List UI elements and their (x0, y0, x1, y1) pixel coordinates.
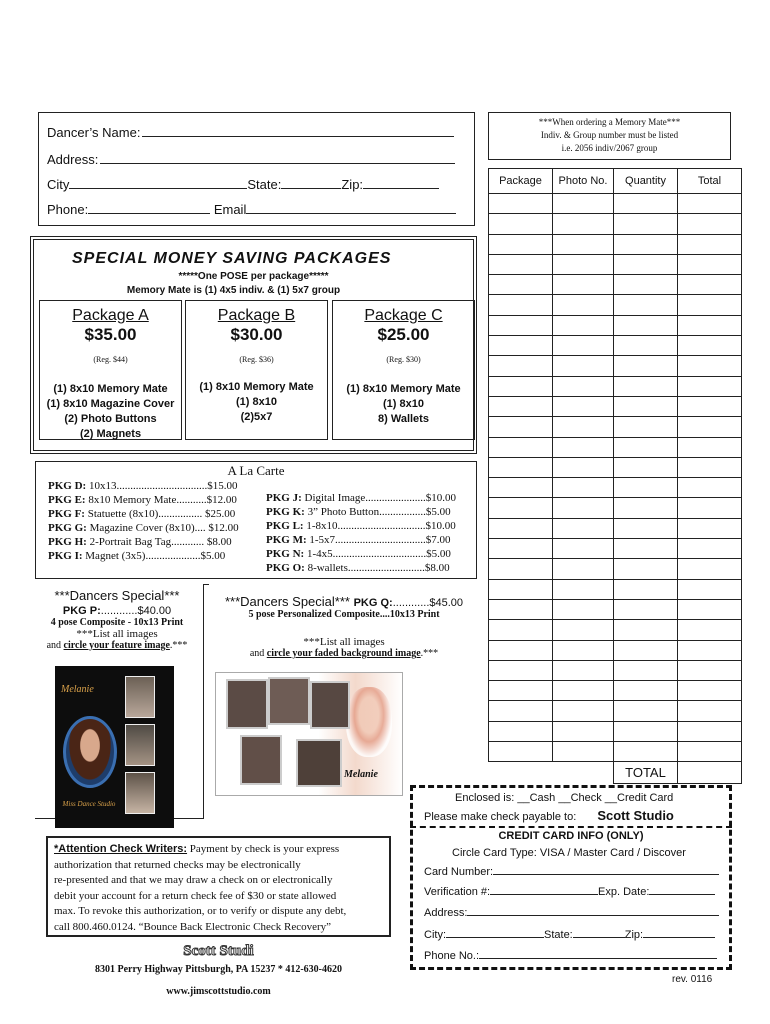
order-cell[interactable] (553, 295, 614, 315)
order-cell[interactable] (489, 234, 553, 254)
order-cell[interactable] (614, 640, 678, 660)
order-row (489, 559, 742, 579)
order-cell[interactable] (489, 681, 553, 701)
order-cell[interactable] (614, 437, 678, 457)
order-row (489, 457, 742, 477)
order-cell[interactable] (678, 539, 742, 559)
order-cell[interactable] (553, 478, 614, 498)
check-writers-line: Payment by check is your express (187, 843, 340, 855)
order-cell[interactable] (678, 721, 742, 741)
order-cell[interactable] (553, 579, 614, 599)
package-b-name: Package B (217, 307, 296, 324)
a-la-carte-text: 1-8x10................................$10.00 (303, 520, 456, 532)
order-cell[interactable] (489, 478, 553, 498)
a-la-carte-item (48, 536, 232, 548)
order-cell[interactable] (553, 498, 614, 518)
package-b-item: (1) 8x10 (236, 396, 277, 408)
a-la-carte-item (48, 522, 239, 534)
dancers-special-p-desc: 4 pose Composite - 10x13 Print (50, 617, 184, 628)
order-cell[interactable] (489, 579, 553, 599)
order-cell[interactable] (614, 518, 678, 538)
order-row (489, 660, 742, 680)
a-la-carte-code: PKG D: (48, 480, 87, 492)
order-cell[interactable] (678, 681, 742, 701)
order-cell[interactable] (678, 194, 742, 214)
phone-email-field[interactable]: Phone: Email (47, 202, 456, 217)
order-cell[interactable] (678, 356, 742, 376)
memory-mate-note: ***When ordering a Memory Mate*** Indiv. & Group number must be listed i.e. 2056 indiv/2067 group (488, 112, 731, 160)
check-writers-line: debit your account for a return check fee of $30 or state allowed (54, 889, 337, 902)
order-cell[interactable] (553, 620, 614, 640)
check-writers-line: max. To revoke this authorization, or to verify or dispute any debt, (54, 905, 347, 917)
order-cell[interactable] (678, 336, 742, 356)
order-cell[interactable] (678, 498, 742, 518)
sample-composite-q-photo (240, 735, 282, 785)
order-cell[interactable] (489, 194, 553, 214)
package-a-item: (1) 8x10 Memory Mate (53, 383, 168, 395)
package-c-box (332, 300, 475, 440)
order-cell[interactable] (678, 701, 742, 721)
dancers-special-q-divider (203, 584, 209, 585)
cc-address-field[interactable]: Address: (424, 907, 719, 919)
order-row (489, 599, 742, 619)
cc-card-number-field[interactable]: Card Number: (424, 866, 719, 878)
order-cell[interactable] (489, 498, 553, 518)
order-cell[interactable] (678, 660, 742, 680)
package-b-reg: (Reg. $36) (239, 355, 274, 364)
a-la-carte-code: PKG F: (48, 508, 85, 520)
total-row (489, 762, 742, 784)
order-cell[interactable] (553, 396, 614, 416)
order-cell[interactable] (553, 721, 614, 741)
a-la-carte-item (266, 548, 451, 560)
sample-composite-q-photo (310, 681, 350, 729)
order-row (489, 539, 742, 559)
total-cell[interactable] (678, 762, 742, 784)
a-la-carte-code: PKG N: (266, 548, 305, 560)
order-cell[interactable] (489, 315, 553, 335)
dancers-special-q-title: ***Dancers Special*** (224, 594, 350, 609)
order-cell[interactable] (614, 620, 678, 640)
order-row (489, 275, 742, 295)
dancers-special-q (208, 594, 480, 659)
header-photo-no: Photo No. (553, 169, 614, 194)
check-writers-line: re-presented and that we may draw a check on or electronically (54, 874, 333, 886)
order-row (489, 701, 742, 721)
package-c-price: $25.00 (377, 325, 430, 344)
order-cell[interactable] (614, 194, 678, 214)
order-row (489, 437, 742, 457)
special-packages-title: SPECIAL MONEY SAVING PACKAGES (72, 250, 392, 267)
package-a-item: (2) Magnets (79, 428, 142, 440)
a-la-carte-text: Magnet (3x5)....................$5.00 (82, 550, 226, 562)
sample-composite-q-signature: Melanie (344, 769, 378, 780)
total-label: TOTAL (614, 762, 678, 784)
order-cell[interactable] (678, 620, 742, 640)
order-cell[interactable] (678, 396, 742, 416)
customer-info-box (38, 112, 475, 226)
order-cell[interactable] (614, 742, 678, 762)
order-cell[interactable] (614, 539, 678, 559)
sample-composite-p (55, 666, 174, 828)
dancers-special-p-divider (203, 584, 204, 819)
order-cell[interactable] (489, 396, 553, 416)
order-cell[interactable] (614, 254, 678, 274)
a-la-carte-text: 8-wallets............................$8.00 (304, 562, 450, 574)
header-quantity: Quantity (614, 169, 678, 194)
dancers-name-field[interactable]: Dancer’s Name: (47, 125, 454, 140)
order-cell[interactable] (678, 417, 742, 437)
order-cell[interactable] (489, 660, 553, 680)
order-cell[interactable] (489, 336, 553, 356)
a-la-carte-code: PKG O: (266, 562, 305, 574)
a-la-carte-title: A La Carte (227, 463, 285, 478)
order-cell[interactable] (614, 478, 678, 498)
cc-phone-field[interactable]: Phone No.: (424, 950, 717, 962)
city-state-zip-field[interactable]: City State: Zip: (47, 177, 439, 192)
order-cell[interactable] (678, 254, 742, 274)
order-cell[interactable] (553, 376, 614, 396)
package-c-item: (1) 8x10 Memory Mate (346, 383, 461, 395)
order-cell[interactable] (489, 742, 553, 762)
order-cell[interactable] (614, 214, 678, 234)
order-cell[interactable] (553, 518, 614, 538)
payment-enclosed[interactable]: Enclosed is: __Cash __Check __Credit Card (455, 792, 674, 804)
order-cell[interactable] (614, 457, 678, 477)
order-cell[interactable] (553, 457, 614, 477)
order-cell[interactable] (553, 742, 614, 762)
order-cell[interactable] (614, 681, 678, 701)
order-cell[interactable] (489, 457, 553, 477)
order-cell[interactable] (489, 518, 553, 538)
a-la-carte-text: Magazine Cover (8x10).... $12.00 (86, 522, 239, 534)
package-a-reg: (Reg. $44) (93, 355, 128, 364)
order-cell[interactable] (553, 437, 614, 457)
order-cell[interactable] (678, 579, 742, 599)
a-la-carte-item (48, 550, 225, 562)
package-a-item: (1) 8x10 Magazine Cover (46, 398, 175, 410)
a-la-carte-item (48, 508, 235, 520)
order-cell[interactable] (489, 599, 553, 619)
dancers-special-q-price: ............$45.00 (392, 597, 464, 609)
a-la-carte-text: 1-4x5..................................$5.00 (304, 548, 451, 560)
a-la-carte-text: 3” Photo Button.................$5.00 (304, 506, 451, 518)
dancers-special-q-feature: and circle your faded background image.*** (249, 648, 439, 659)
order-cell[interactable] (553, 254, 614, 274)
special-packages-subtitle-2: Memory Mate is (1) 4x5 indiv. & (1) 5x7 group (126, 285, 341, 296)
sample-composite-q-photo (226, 679, 268, 729)
a-la-carte-item (48, 480, 237, 492)
order-cell[interactable] (553, 315, 614, 335)
dancers-special-p-feature: and circle your feature image.*** (46, 640, 188, 651)
special-packages-subtitle-1: *****One POSE per package***** (178, 271, 329, 282)
order-row (489, 234, 742, 254)
revision-label: rev. 0116 (672, 974, 713, 985)
order-cell[interactable] (678, 376, 742, 396)
order-row (489, 356, 742, 376)
cc-city-state-zip-field[interactable]: City: State: Zip: (424, 929, 715, 941)
sample-composite-p-caption: Miss Dance Studio (62, 800, 116, 808)
order-grid-body (489, 194, 742, 762)
order-cell[interactable] (489, 376, 553, 396)
order-grid (488, 168, 742, 784)
order-row (489, 214, 742, 234)
payment-divider (410, 826, 732, 828)
package-a-price: $35.00 (84, 325, 137, 344)
order-cell[interactable] (678, 742, 742, 762)
check-writers-notice (46, 836, 391, 937)
order-row (489, 721, 742, 741)
order-cell[interactable] (678, 599, 742, 619)
a-la-carte-code: PKG G: (48, 522, 87, 534)
sample-composite-q-photo (268, 677, 310, 725)
payment-payee: Scott Studio (597, 808, 674, 823)
order-cell[interactable] (678, 640, 742, 660)
order-cell[interactable] (614, 295, 678, 315)
header-package: Package (489, 169, 553, 194)
order-cell[interactable] (614, 599, 678, 619)
a-la-carte-item (266, 520, 456, 532)
order-cell[interactable] (553, 194, 614, 214)
dancers-special-q-list: ***List all images (303, 636, 385, 648)
order-cell[interactable] (614, 721, 678, 741)
order-cell[interactable] (489, 437, 553, 457)
order-cell[interactable] (489, 356, 553, 376)
sample-composite-q-photo (296, 739, 342, 787)
order-cell[interactable] (553, 701, 614, 721)
order-cell[interactable] (489, 214, 553, 234)
order-cell[interactable] (614, 376, 678, 396)
order-cell[interactable] (489, 701, 553, 721)
order-cell[interactable] (614, 336, 678, 356)
dancers-special-q-code: PKG Q: (353, 597, 393, 609)
package-b-box (185, 300, 328, 440)
order-cell[interactable] (489, 295, 553, 315)
order-row (489, 254, 742, 274)
order-cell[interactable] (553, 234, 614, 254)
order-cell[interactable] (614, 396, 678, 416)
a-la-carte-code: PKG I: (48, 550, 83, 562)
order-cell[interactable] (489, 721, 553, 741)
a-la-carte-item (266, 492, 456, 504)
dancers-special-p-code: PKG P: (62, 605, 101, 617)
package-c-reg: (Reg. $30) (386, 355, 421, 364)
check-writers-line: authorization that returned checks may be electronically (54, 858, 301, 871)
order-row (489, 742, 742, 762)
sample-composite-p-thumb (125, 772, 155, 814)
order-grid-header (489, 169, 742, 194)
order-cell[interactable] (614, 417, 678, 437)
a-la-carte-code: PKG H: (48, 536, 87, 548)
sample-composite-q-face (346, 687, 392, 757)
a-la-carte-text: 8x10 Memory Mate...........$12.00 (85, 494, 237, 506)
cc-info-title: CREDIT CARD INFO (ONLY) (498, 830, 644, 842)
order-cell[interactable] (553, 539, 614, 559)
order-cell[interactable] (553, 275, 614, 295)
cc-verification-field[interactable]: Verification #: Exp. Date: (424, 886, 715, 898)
order-row (489, 640, 742, 660)
package-a-name: Package A (72, 307, 149, 324)
order-row (489, 376, 742, 396)
order-row (489, 498, 742, 518)
order-cell[interactable] (614, 234, 678, 254)
address-field[interactable]: Address: (47, 152, 455, 167)
order-cell[interactable] (553, 559, 614, 579)
package-c-item: 8) Wallets (378, 413, 429, 425)
order-cell[interactable] (678, 275, 742, 295)
studio-website: www.jimscottstudio.com (166, 986, 271, 997)
order-cell[interactable] (614, 660, 678, 680)
package-a-item: (2) Photo Buttons (64, 413, 157, 425)
order-cell[interactable] (614, 275, 678, 295)
order-cell[interactable] (553, 640, 614, 660)
order-cell[interactable] (678, 437, 742, 457)
package-c-item: (1) 8x10 (383, 398, 424, 410)
sample-composite-q (215, 672, 403, 796)
sample-composite-p-thumb (125, 676, 155, 718)
a-la-carte-text: 2-Portrait Bag Tag............ $8.00 (86, 536, 232, 548)
order-cell[interactable] (553, 599, 614, 619)
order-cell[interactable] (614, 315, 678, 335)
a-la-carte-text: Digital Image......................$10.00 (301, 492, 457, 504)
package-a-box (39, 300, 182, 440)
order-cell[interactable] (614, 498, 678, 518)
order-cell[interactable] (553, 214, 614, 234)
order-row (489, 336, 742, 356)
a-la-carte-code: PKG J: (266, 492, 302, 504)
order-row (489, 681, 742, 701)
order-cell[interactable] (489, 254, 553, 274)
order-cell[interactable] (614, 701, 678, 721)
a-la-carte-text: Statuette (8x10)................ $25.00 (84, 508, 236, 520)
header-total: Total (678, 169, 742, 194)
a-la-carte-text: 10x13.................................$15.00 (86, 480, 238, 492)
a-la-carte-item (266, 534, 451, 546)
cc-card-type[interactable]: Circle Card Type: VISA / Master Card / Discover (452, 847, 686, 859)
order-row (489, 315, 742, 335)
order-row (489, 620, 742, 640)
order-cell[interactable] (614, 356, 678, 376)
dancers-special-p (30, 588, 204, 651)
order-row (489, 579, 742, 599)
dancers-special-q-desc: 5 pose Personalized Composite....10x13 Print (248, 609, 440, 620)
studio-logo-name: Scott Studi (183, 943, 254, 959)
package-b-item: (2)5x7 (240, 411, 273, 423)
order-cell[interactable] (678, 559, 742, 579)
order-cell[interactable] (678, 457, 742, 477)
a-la-carte-code: PKG E: (48, 494, 86, 506)
a-la-carte-text: 1-5x7.................................$7.00 (306, 534, 451, 546)
order-row (489, 518, 742, 538)
order-cell[interactable] (489, 559, 553, 579)
check-writers-heading: *Attention Check Writers: (54, 843, 188, 855)
order-row (489, 194, 742, 214)
order-cell[interactable] (553, 417, 614, 437)
a-la-carte-item (48, 494, 237, 506)
sample-composite-p-script-name: Melanie (61, 684, 94, 695)
order-cell[interactable] (614, 579, 678, 599)
order-cell[interactable] (678, 214, 742, 234)
a-la-carte-item (266, 562, 450, 574)
order-cell[interactable] (614, 559, 678, 579)
order-cell[interactable] (489, 620, 553, 640)
dancers-special-p-list: ***List all images (76, 628, 158, 640)
order-cell[interactable] (489, 417, 553, 437)
order-cell[interactable] (678, 295, 742, 315)
order-cell[interactable] (489, 275, 553, 295)
dancers-special-p-title: ***Dancers Special*** (54, 588, 180, 603)
order-row (489, 478, 742, 498)
a-la-carte-code: PKG L: (266, 520, 304, 532)
order-cell[interactable] (678, 478, 742, 498)
order-row (489, 417, 742, 437)
a-la-carte-item (266, 506, 451, 518)
order-cell[interactable] (489, 539, 553, 559)
a-la-carte-code: PKG K: (266, 506, 305, 518)
package-b-price: $30.00 (230, 325, 283, 344)
studio-address: 8301 Perry Highway Pittsburgh, PA 15237 * 412-630-4620 (94, 964, 343, 975)
order-cell[interactable] (553, 356, 614, 376)
order-row (489, 396, 742, 416)
sample-composite-p-oval (63, 716, 117, 788)
package-b-item: (1) 8x10 Memory Mate (199, 381, 314, 393)
package-c-name: Package C (364, 307, 443, 324)
check-writers-line: call 800.460.0124. “Bounce Back Electronic Check Recovery” (54, 920, 332, 933)
order-cell[interactable] (553, 660, 614, 680)
order-cell[interactable] (553, 336, 614, 356)
order-cell[interactable] (678, 315, 742, 335)
sample-composite-p-thumb (125, 724, 155, 766)
order-cell[interactable] (678, 234, 742, 254)
order-cell[interactable] (553, 681, 614, 701)
payment-payable: Please make check payable to: Scott Studio (424, 808, 674, 823)
order-cell[interactable] (678, 518, 742, 538)
a-la-carte-code: PKG M: (266, 534, 307, 546)
order-cell[interactable] (489, 640, 553, 660)
order-row (489, 295, 742, 315)
dancers-special-p-price: ............$40.00 (100, 605, 172, 617)
